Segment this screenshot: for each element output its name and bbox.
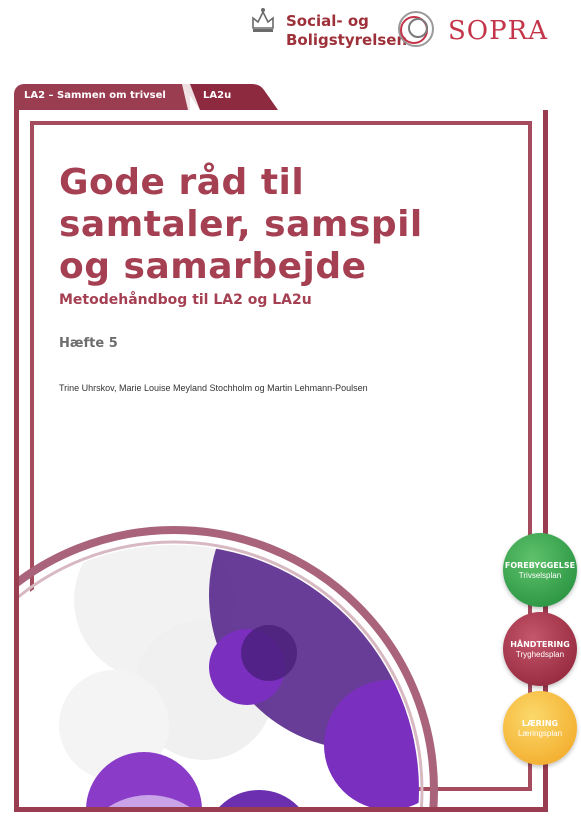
authors: Trine Uhrskov, Marie Louise Meyland Stochholm og Martin Lehmann-Poulsen [59, 383, 368, 393]
badge-title: FOREBYGGELSE [504, 561, 576, 570]
page-title [59, 162, 423, 288]
cover-frame [14, 110, 548, 812]
booklet-number: Hæfte 5 [59, 336, 118, 351]
purple-disc-overlap [241, 625, 297, 681]
ministry-name [286, 12, 407, 50]
badge-subtitle: Læringsplan [517, 729, 563, 738]
ministry-name-line2: Boligstyrelsen [286, 31, 408, 49]
subtitle: Metodehåndbog til LA2 og LA2u [59, 292, 312, 308]
title-line-2: samtaler, samspil [59, 204, 423, 245]
partner-name: SOPRA [448, 16, 548, 46]
sopra-ring-icon [395, 8, 437, 50]
tab-la2u-label: LA2u [203, 90, 232, 101]
badge-title: LÆRING [521, 719, 559, 728]
badge-subtitle: Trivselsplan [518, 571, 562, 580]
cover-artwork [14, 425, 548, 812]
badge-forebyggelse[interactable] [503, 533, 577, 607]
ministry-name-line1: Social- og [286, 12, 369, 30]
header-logos [250, 4, 580, 56]
tab-la2-label: LA2 – Sammen om trivsel [24, 90, 166, 101]
title-line-3: og samarbejde [59, 246, 367, 287]
badge-laering[interactable] [503, 691, 577, 765]
breadcrumb-tabs [14, 84, 276, 110]
crown-icon [250, 6, 276, 34]
badge-subtitle: Tryghedsplan [515, 650, 565, 659]
title-line-1: Gode råd til [59, 162, 305, 203]
badge-haandtering[interactable] [503, 612, 577, 686]
badge-title: HÅNDTERING [510, 640, 570, 649]
